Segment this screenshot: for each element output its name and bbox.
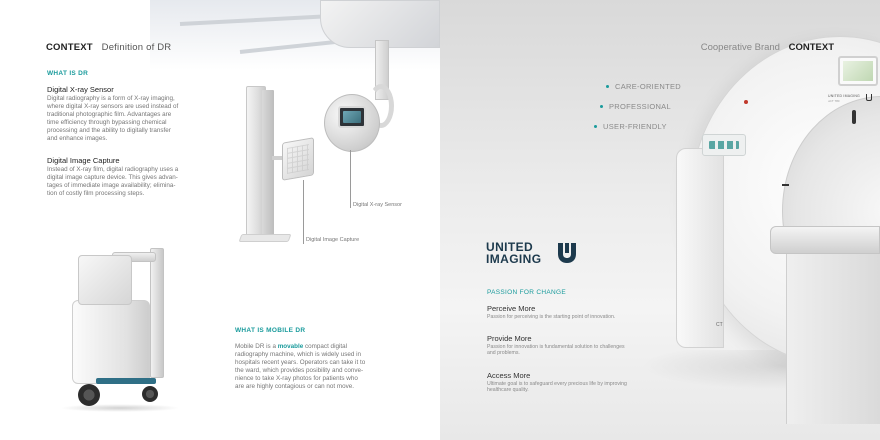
desc-line: Ultimate goal is to safeguard every precious life by improving	[487, 381, 627, 387]
ct-badge: CT	[716, 322, 723, 328]
ct-patient-table	[770, 226, 880, 254]
passion-item-desc	[487, 314, 657, 320]
united-imaging-logo-text	[486, 241, 541, 265]
desc-line: and problems.	[487, 350, 520, 357]
mobile-dr-wheel	[78, 384, 100, 406]
united-imaging-logo-mark-icon	[556, 242, 578, 264]
mobile-dr-mast	[150, 248, 164, 378]
body-text-span: compact digital	[303, 343, 348, 350]
header-context: CONTEXT	[46, 42, 93, 53]
body-line: where digital X-ray sensors are used instead of	[47, 103, 179, 110]
bullet-label: USER-FRIENDLY	[603, 122, 667, 131]
ct-laser-slot	[782, 184, 789, 186]
desc-line: healthcare quality.	[487, 387, 529, 394]
ct-brand-small: UNITED IMAGING	[828, 94, 860, 98]
bullet-label: PROFESSIONAL	[609, 102, 671, 111]
section-title-what-is-dr: WHAT IS DR	[47, 70, 89, 77]
body-line: tages of immediate image availability; elimina-	[47, 182, 176, 189]
caption-sensor: Digital X-ray Sensor	[353, 202, 402, 208]
mobile-dr-body-illustration	[72, 300, 150, 384]
body-line: and enhance images.	[47, 135, 108, 142]
brand-value-bullet	[594, 122, 667, 131]
detector-panel-grid	[287, 144, 309, 174]
mobile-dr-body	[235, 343, 415, 391]
ct-table-base	[786, 254, 880, 424]
passion-item-title: Perceive More	[487, 304, 536, 313]
desc-line: Passion for perceiving is the starting point of innovation.	[487, 314, 616, 320]
bullet-label: CARE-ORIENTED	[615, 82, 681, 91]
body-line: hospitals recent years. Operators can take it to	[235, 359, 366, 366]
body-line	[235, 343, 415, 351]
header-subtitle: Cooperative Brand	[700, 42, 780, 53]
highlight-movable: movable	[277, 343, 304, 350]
passion-item-desc	[487, 381, 657, 394]
body-line: are are highly contagious or can not move.	[235, 383, 355, 390]
body-line: time efficiency through bypassing chemical	[47, 119, 167, 126]
caption-leader-capture	[303, 180, 304, 244]
mobile-dr-shadow	[60, 404, 180, 412]
brand-value-bullet	[600, 102, 671, 111]
section-title-mobile-dr: WHAT IS MOBILE DR	[235, 327, 306, 334]
page-header	[46, 42, 171, 53]
body-line: the ward, which provides posibility and conve-	[235, 367, 364, 374]
passion-item-title: Provide More	[487, 334, 532, 343]
body-line: processing and the ability to digitally transfer	[47, 127, 171, 134]
bullet-dot-icon	[600, 105, 603, 108]
brand-value-bullet	[606, 82, 681, 91]
ct-front-cover	[676, 148, 724, 348]
ct-control-panel	[702, 134, 746, 156]
body-line: Digital radiography is a form of X-ray imaging,	[47, 95, 175, 102]
body-line: radiography machine, which is widely used in	[235, 351, 362, 358]
body-line: tion of costly film processing steps.	[47, 190, 145, 197]
ct-indicator-light	[744, 100, 748, 104]
mobile-dr-wheel	[142, 386, 158, 402]
detector-stand-base	[239, 234, 292, 242]
header-context: CONTEXT	[788, 42, 834, 53]
desc-line: Passion for innovation is fundamental solution to challenges	[487, 344, 625, 350]
item-title-capture: Digital Image Capture	[47, 156, 120, 165]
logo-line-2: IMAGING	[486, 252, 542, 266]
item-title-sensor: Digital X-ray Sensor	[47, 85, 114, 94]
ct-handle	[852, 110, 856, 124]
item-body-capture	[47, 166, 227, 198]
caption-capture: Digital Image Capture	[306, 237, 360, 243]
bullet-dot-icon	[594, 125, 597, 128]
body-text-span: Mobile DR is a	[235, 343, 278, 350]
body-line: digital image capture device. This gives advan-	[47, 174, 178, 181]
tube-screen-illustration	[338, 106, 366, 128]
body-line: Instead of X-ray film, digital radiography uses a	[47, 166, 179, 173]
logo-line-1: UNITED	[486, 240, 534, 254]
bullet-dot-icon	[606, 85, 609, 88]
passion-item-desc	[487, 344, 657, 357]
mobile-dr-accent-bar	[96, 378, 156, 384]
header-subtitle: Definition of DR	[101, 42, 172, 53]
passion-item-title: Access More	[487, 371, 531, 380]
caption-leader-sensor	[350, 150, 351, 208]
right-page-header	[701, 42, 834, 53]
ct-logo-mark-icon	[866, 94, 872, 101]
mobile-dr-top-unit	[78, 255, 132, 305]
passion-title: PASSION FOR CHANGE	[487, 289, 566, 296]
ct-gantry-monitor	[838, 56, 878, 86]
body-line: nience to take X-ray photos for patients who	[235, 375, 358, 382]
ct-brand-sub: uCT 780	[828, 99, 840, 103]
detector-stand-rail	[262, 90, 274, 236]
item-body-sensor	[47, 95, 227, 143]
body-line: traditional photographic film. Advantages are	[47, 111, 172, 118]
